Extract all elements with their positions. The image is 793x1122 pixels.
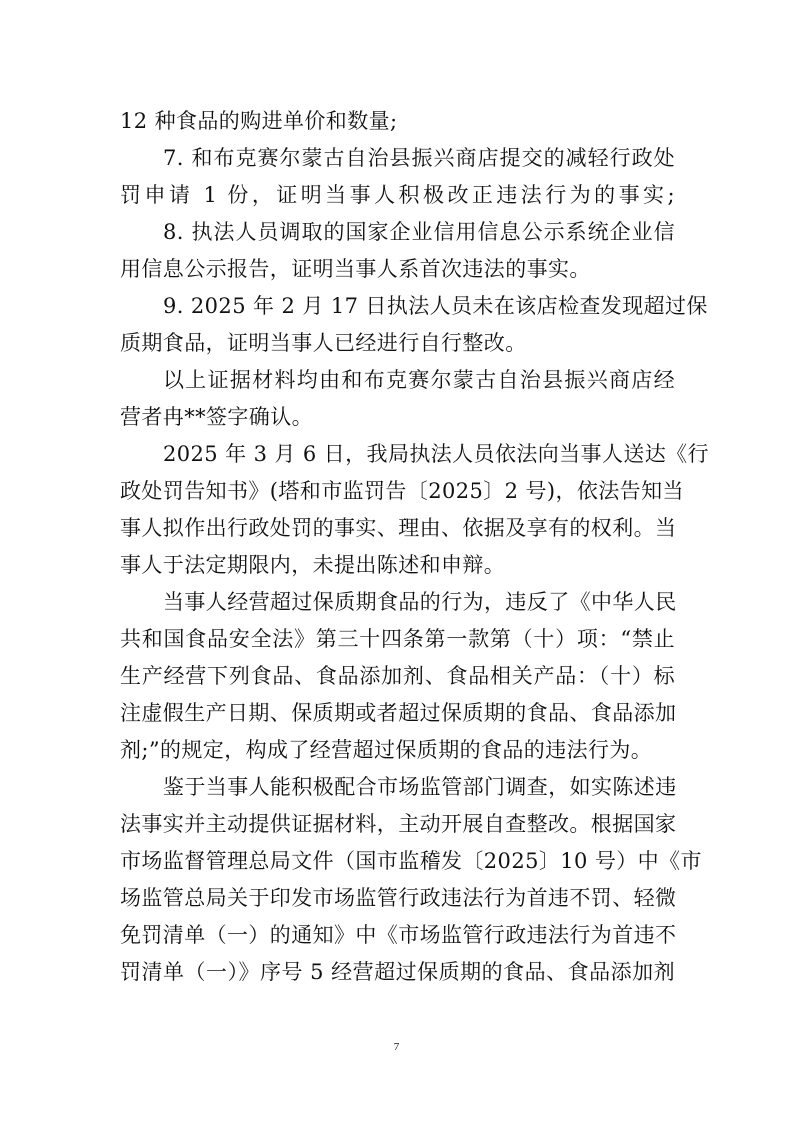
text-line: 注虚假生产日期、保质期或者超过保质期的食品、食品添加 (120, 701, 677, 725)
text-line: 以上证据材料均由和布克赛尔蒙古自治县振兴商店经 (163, 368, 675, 392)
text-line: 罚清单（一）》序号 5 经营超过保质期的食品、食品添加剂 (120, 960, 675, 984)
text-line: 2025 年 3 月 6 日，我局执法人员依法向当事人送达《行 (163, 442, 709, 466)
page-number: 7 (393, 1041, 400, 1053)
text-line: 市场监督管理总局文件（国市监稽发〔2025〕10 号）中《市 (120, 849, 702, 873)
text-line: 8. 执法人员调取的国家企业信用信息公示系统企业信 (163, 220, 675, 244)
text-line: 场监管总局关于印发市场监管行政违法行为首违不罚、轻微 (120, 886, 677, 910)
text-line: 法事实并主动提供证据材料，主动开展自查整改。根据国家 (120, 812, 677, 836)
text-line: 事人拟作出行政处罚的事实、理由、依据及享有的权利。当 (120, 516, 677, 540)
text-line: 质期食品，证明当事人已经进行自行整改。 (120, 331, 527, 355)
text-line: 9. 2025 年 2 月 17 日执法人员未在该店检查发现超过保 (163, 294, 708, 318)
text-line: 鉴于当事人能积极配合市场监管部门调查，如实陈述违 (163, 775, 677, 799)
text-line: 罚申请 1 份，证明当事人积极改正违法行为的事实; (120, 183, 675, 207)
text-line: 当事人经营超过保质期食品的行为，违反了《中华人民 (163, 590, 677, 614)
text-line: 剂;”的规定，构成了经营超过保质期的食品的违法行为。 (120, 738, 653, 762)
text-line: 事人于法定期限内，未提出陈述和申辩。 (120, 553, 506, 577)
text-line: 生产经营下列食品、食品添加剂、食品相关产品：（十）标 (120, 664, 675, 688)
text-line: 用信息公示报告，证明当事人系首次违法的事实。 (120, 257, 591, 281)
text-line: 营者冉**签字确认。 (120, 405, 313, 429)
text-line: 共和国食品安全法》第三十四条第一款第（十）项：“禁止 (120, 627, 675, 651)
text-line: 7. 和布克赛尔蒙古自治县振兴商店提交的减轻行政处 (163, 146, 675, 170)
text-line: 政处罚告知书》(塔和市监罚告〔2025〕2 号)，依法告知当 (120, 479, 684, 503)
text-line: 12 种食品的购进单价和数量; (120, 109, 398, 133)
text-line: 免罚清单（一）的通知》中《市场监管行政违法行为首违不 (120, 923, 677, 947)
